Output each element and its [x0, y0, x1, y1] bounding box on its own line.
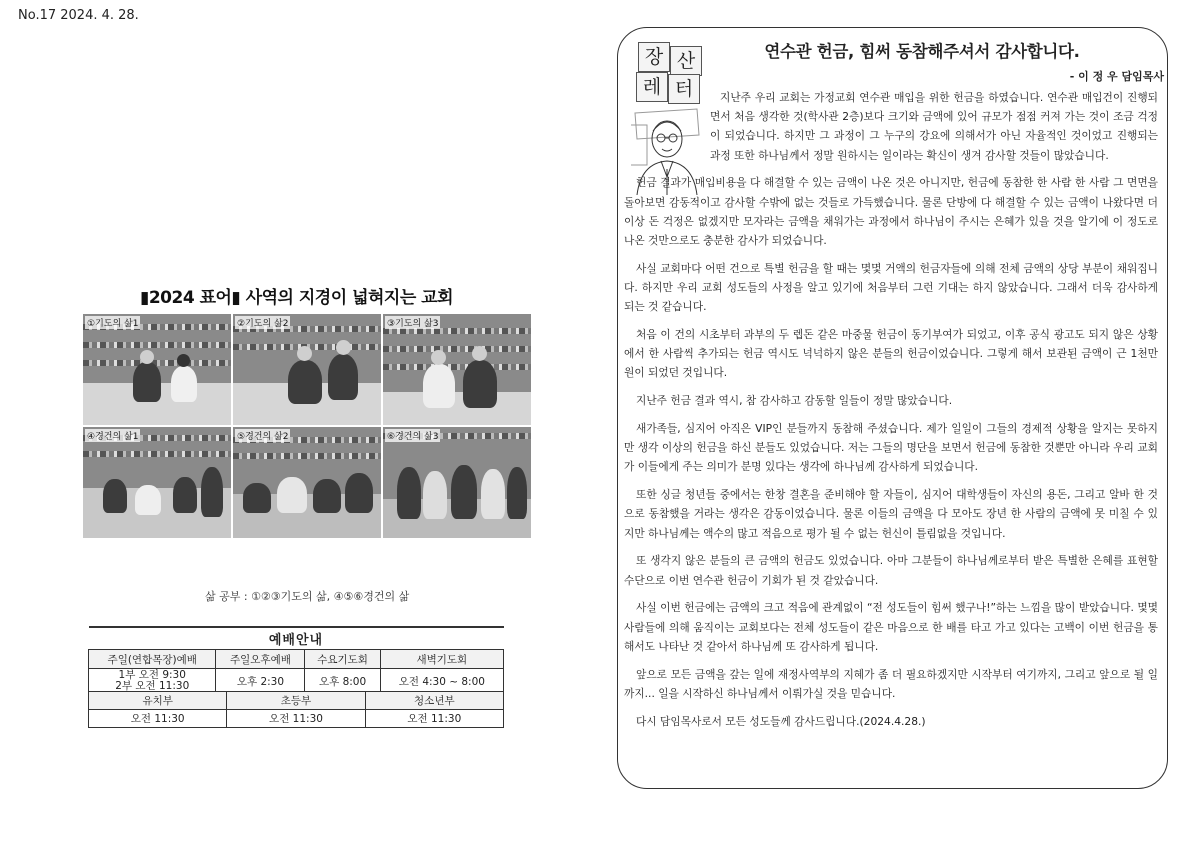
youth-time: 오전 11:30 — [365, 710, 503, 728]
header-dawn: 새벽기도회 — [380, 650, 503, 669]
header-sunday: 주일(연합목장)예배 — [89, 650, 216, 669]
photo-prayer-3 — [383, 314, 531, 425]
worship-schedule-table — [88, 626, 504, 694]
stamp-char: 레 — [636, 72, 668, 102]
letter-paragraph: 새가족들, 심지어 아직은 VIP인 분들까지 동참해 주셨습니다. 제가 일일이 그들의 경제적 상황을 알지는 못하지만 생각 이상의 헌금을 하신 분들도 있었습니다. 저는 그들의 명단을 보면서 헌금에 동참한 것뿐만 아니라 우리 교회가 이들에게 주는 의미가 분명 있다는 생각에 하나님께 감사하게 되었습니다. — [624, 422, 1158, 474]
photo-prayer-2 — [233, 314, 381, 425]
letter-paragraph: 처음 이 건의 시초부터 과부의 두 렙돈 같은 마중물 헌금이 동기부여가 되었고, 이후 공식 광고도 되지 않은 상황에서 한 사람씩 추가되는 헌금 역시도 넉넉하지 않은 분들의 헌금이었습니다. 그렇게 해서 보관된 금액이 근 1천만 원이 되었던 것입니다. — [624, 328, 1158, 380]
letter-paragraph: 또 생각지 않은 분들의 큰 금액의 헌금도 있었습니다. 아마 그분들이 하나님께로부터 받은 특별한 은혜를 표현할 수단으로 이번 연수관 헌금이 기회가 된 것 같았습니다. — [624, 554, 1158, 587]
issue-date-line: No.17 2024. 4. 28. — [18, 8, 139, 23]
photo-devotion-1 — [83, 427, 231, 538]
header-elementary: 초등부 — [227, 692, 365, 710]
sunday-second-service: 2부 오전 11:30 — [115, 680, 190, 692]
elementary-time: 오전 11:30 — [227, 710, 365, 728]
stamp-char: 산 — [670, 46, 702, 76]
letter-paragraph: 사실 교회마다 어떤 건으로 특별 헌금을 할 때는 몇몇 거액의 헌금자들에 의해 전체 금액의 상당 부분이 채워집니다. 하지만 우리 교회 성도들의 사정을 알고 있기에 처음부터 그런 기대는 하지 않았습니다. 그래서 더욱 감사하게 되는 것 같습니다. — [624, 261, 1158, 314]
photo-devotion-3 — [383, 427, 531, 538]
letter-paragraph: 지난주 헌금 결과 역시, 참 감사하고 감동할 일들이 정말 많았습니다. — [636, 394, 953, 408]
sunday-times — [89, 669, 216, 694]
photo-prayer-1 — [83, 314, 231, 425]
letter-author: - 이 정 우 담임목사 — [1069, 70, 1164, 83]
photo-grid — [83, 314, 531, 538]
annual-motto: ▮2024 표어▮ 사역의 지경이 넓혀지는 교회 — [140, 288, 454, 308]
worship-title: 예배안내 — [89, 627, 504, 650]
letter-paragraph: 다시 담임목사로서 모든 성도들께 감사드립니다.(2024.4.28.) — [636, 714, 926, 728]
photo-caption: 삶 공부 : ①②③기도의 삶, ④⑤⑥경건의 삶 — [205, 590, 410, 603]
sunday-first-service: 1부 오전 9:30 — [118, 669, 186, 681]
sunday-afternoon-time: 오후 2:30 — [216, 669, 305, 694]
letter-paragraph: 앞으로 모든 금액을 갚는 일에 재정사역부의 지혜가 좀 더 필요하겠지만 시작부터 여기까지, 그리고 앞으로 될 일까지... 일을 시작하신 하나님께서 이뤄가실 것을 믿습니다. — [624, 667, 1158, 700]
stamp-char: 터 — [668, 74, 700, 104]
photo-label: ⑥경건의 삶3 — [385, 429, 440, 442]
photo-label: ②기도의 삶2 — [235, 316, 290, 329]
letter-paragraph: 지난주 우리 교회는 가정교회 연수관 매입을 위한 헌금을 하였습니다. 연수관 매입건이 진행되면서 처음 생각한 것(학사관 2층)보다 크기와 금액에 있어 규모가 점점 커져 가는 것이 조금 걱정이 되었습니다. 하지만 그 과정이 그 누구의 강요에 의해서가 아닌 자율적인 것이었고 진행되는 과정 또한 하나님께서 정말 원하시는 일이라는 확신이 생겨 감사할 것들이 많았습니다. — [710, 91, 1158, 162]
letter-title: 연수관 헌금, 힘써 동참해주셔서 감사합니다. — [764, 42, 1080, 61]
header-youth: 청소년부 — [365, 692, 503, 710]
wednesday-time: 오후 8:00 — [305, 669, 380, 694]
header-sunday-afternoon: 주일오후예배 — [216, 650, 305, 669]
header-kindergarten: 유치부 — [89, 692, 227, 710]
department-schedule-table — [88, 691, 504, 728]
photo-label: ③기도의 삶3 — [385, 316, 440, 329]
header-wednesday: 수요기도회 — [305, 650, 380, 669]
kindergarten-time: 오전 11:30 — [89, 710, 227, 728]
letter-body — [624, 88, 1158, 739]
letter-paragraph: 사실 이번 헌금에는 금액의 크고 적음에 관계없이 “전 성도들이 힘써 했구나!”하는 느낌을 많이 받았습니다. 몇몇 사람들에 의해 움직이는 교회보다는 전체 성도들이 같은 마음으로 한 배를 타고 가고 있다는 고백이 이번 헌금을 통해서도 나타난 것 같아서 하나님께 또 감사하게 됩니다. — [624, 601, 1158, 653]
stamp-char: 장 — [638, 42, 670, 72]
dawn-time: 오전 4:30 ~ 8:00 — [380, 669, 503, 694]
photo-label: ⑤경건의 삶2 — [235, 429, 290, 442]
letter-paragraph: 헌금 결과가 매입비용을 다 해결할 수 있는 금액이 나온 것은 아니지만, 헌금에 동참한 한 사람 한 사람 그 면면을 돌아보면 감동적이고 감사할 수밖에 없는 것들로 가득했습니다. 물론 단방에 다 해결할 수 있는 금액이 나왔다면 더 이상 돈 걱정은 없겠지만 모자라는 금액을 채워가는 과정에서 하나님이 주시는 은혜가 있을 것을 알기에 이 정도로 나온 것만으로도 충분한 감사가 되었습니다. — [624, 176, 1158, 248]
photo-devotion-2 — [233, 427, 381, 538]
photo-label: ①기도의 삶1 — [85, 316, 140, 329]
photo-label: ④경건의 삶1 — [85, 429, 140, 442]
letter-paragraph: 또한 싱글 청년들 중에서는 한창 결혼을 준비해야 할 자들이, 심지어 대학생들이 자신의 용돈, 그리고 알바 한 것으로 동참했을 거라는 생각은 감동이었습니다. 물론 이들의 금액을 다 모아도 장년 한 사람의 금액에 못 미칠 수 있지만 하나님께는 액수의 많고 적음으로 평가 될 수 없는 헌신이 틀림없을 것입니다. — [624, 488, 1158, 540]
